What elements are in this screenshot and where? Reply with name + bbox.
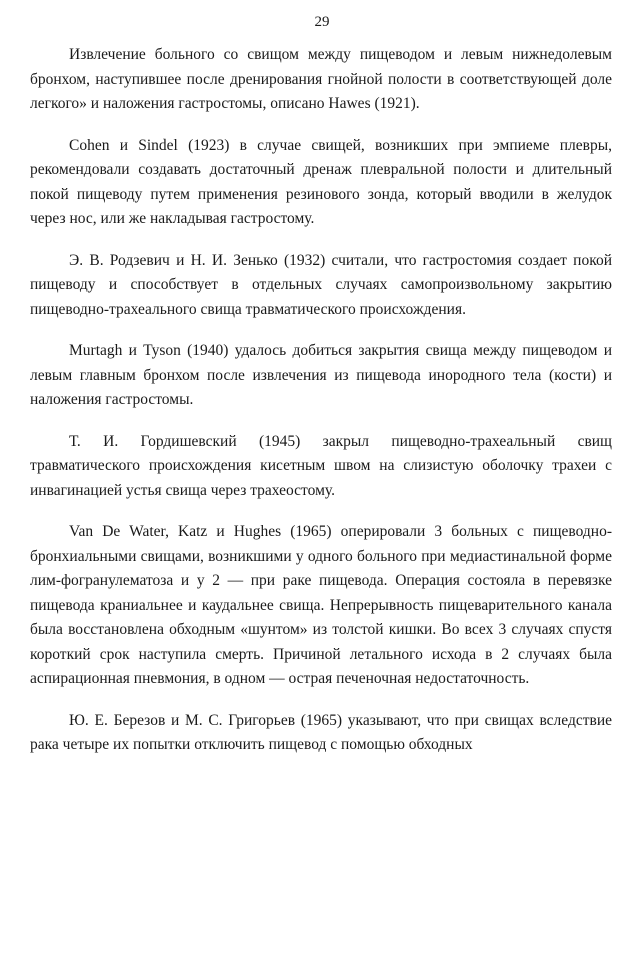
paragraph-1: Извлечение больного со свищом между пищеводом и левым нижнедолевым бронхом, наступившее после дренирования гнойной полости в соответствующей доле легкого» и наложения гастростомы, описано Hawes (1921).: [30, 46, 612, 112]
page-number: 29: [314, 14, 330, 30]
paragraph-2: Cohen и Sindel (1923) в случае свищей, возникших при эмпиеме плевры, рекомендовали создавать достаточный дренаж плевральной полости и длительный покой пищеводу путем применения резинового зонда, который вводили в желудок через нос, или же накладывая гастростому.: [30, 136, 612, 227]
paragraph-6: Van De Water, Katz и Hughes (1965) оперировали 3 больных с пищеводно-бронхиальными свищами, возникшими у одного больного при медиастинальной форме лим-фогранулематоза и у 2 — при раке пищевода. Операция состояла в перевязке пищевода краниальнее и каудальнее свища. Непрерывность пищеварительного канала была восстановлена обходным «шунтом» из толстой кишки. Во всех 3 случаях спустя короткий срок наступила смерть. Причиной летального исхода в 2 случаях была аспирационная пневмония, в одном — острая печеночная недостаточность.: [30, 523, 612, 687]
paragraph-3: Э. В. Родзевич и Н. И. Зенько (1932) считали, что гастростомия создает покой пищеводу и способствует в отдельных случаях самопроизвольному закрытию пищеводно-трахеального свища травматического происхождения.: [30, 251, 612, 318]
body-text: [30, 43, 612, 775]
paragraph-5: Т. И. Гордишевский (1945) закрыл пищеводно-трахеальный свищ травматического происхождения кисетным швом на слизистую оболочку трахеи с инвагинацией устья свища через трахеостому.: [30, 432, 612, 499]
paragraph-7: Ю. Е. Березов и М. С. Григорьев (1965) указывают, что при свищах вследствие рака четыре их попытки отключить пищевод с помощью обходных: [30, 711, 612, 753]
paragraph-4: Murtagh и Tyson (1940) удалось добиться закрытия свища между пищеводом и левым главным бронхом после извлечения из пищевода инородного тела (кости) и наложения гастростомы.: [30, 342, 612, 408]
